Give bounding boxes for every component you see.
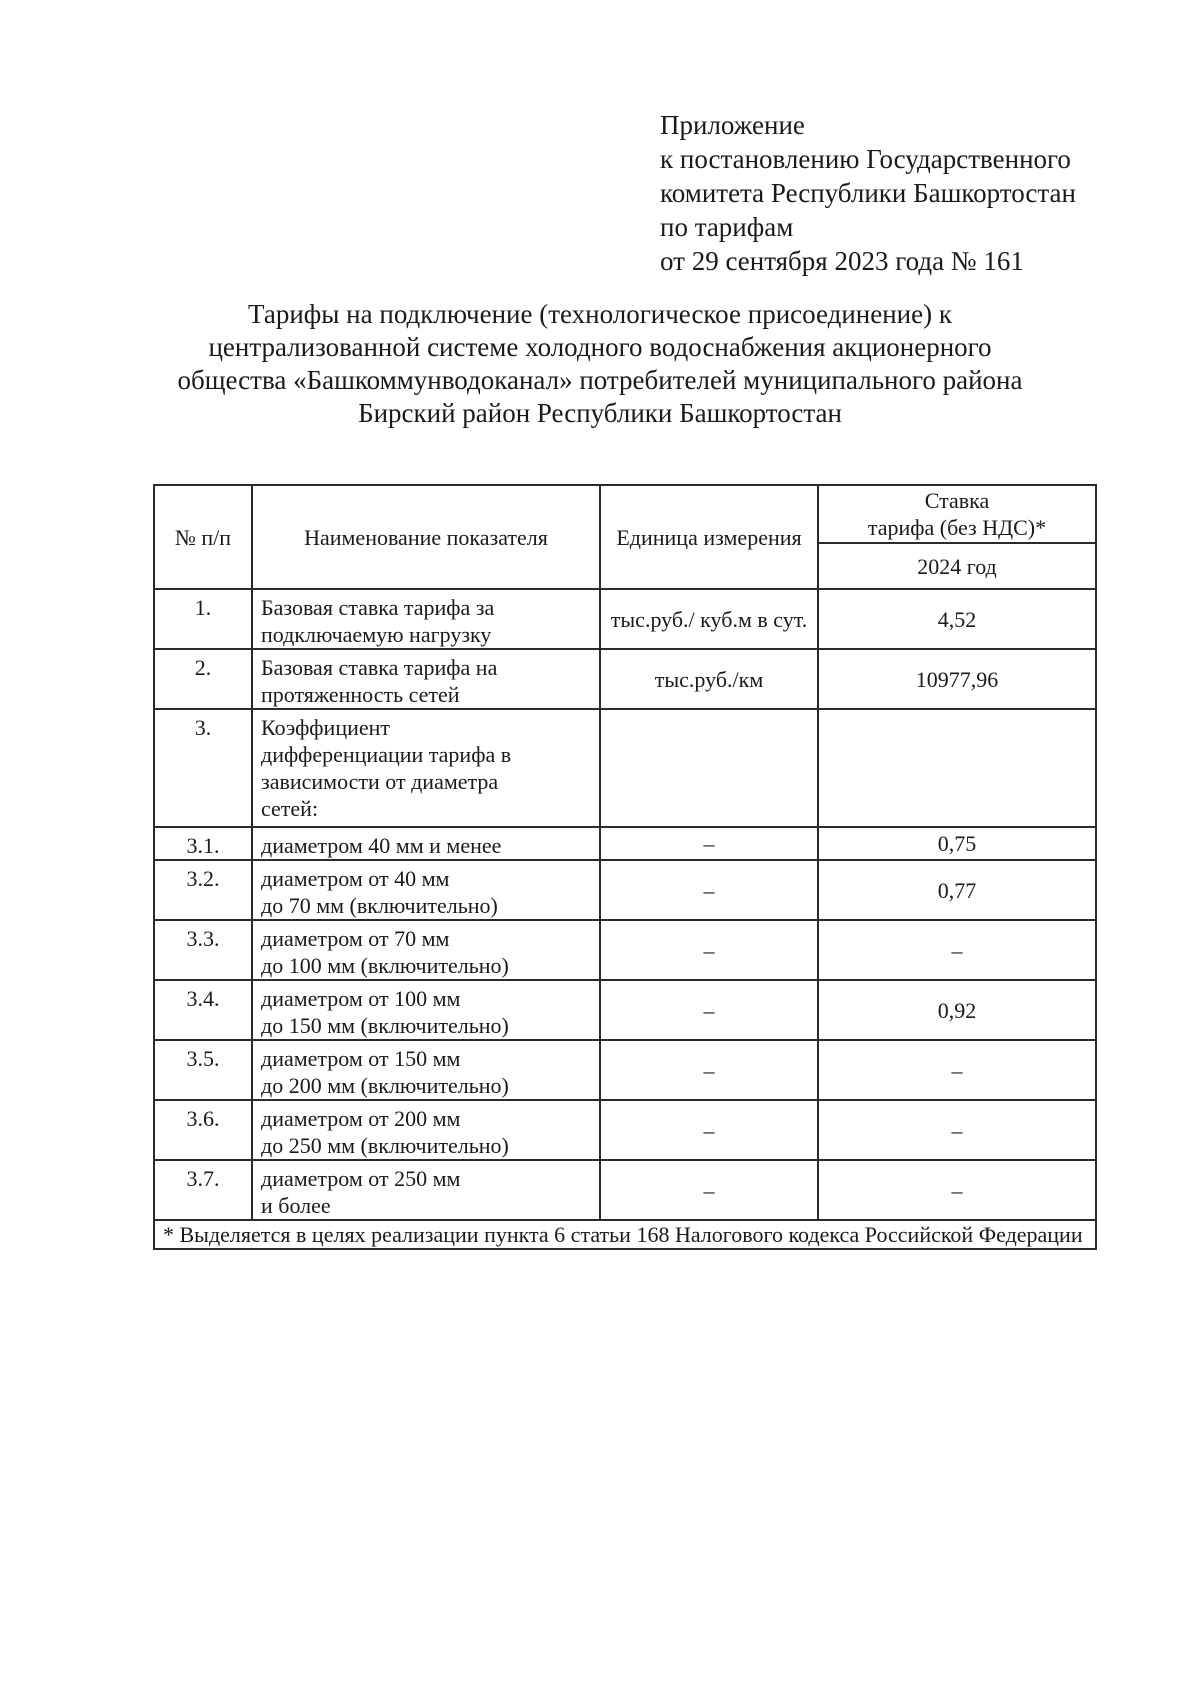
- footnote: * Выделяется в целях реализации пункта 6 статьи 168 Налогового кодекса Российской Федерации: [154, 1220, 1096, 1249]
- cell-name-line: диаметром от 70 мм: [261, 926, 450, 951]
- cell-value: –: [818, 1040, 1096, 1100]
- cell-name-line: диаметром от 100 мм: [261, 986, 461, 1011]
- table-row: [154, 920, 1096, 980]
- cell-name-line: диаметром от 40 мм: [261, 866, 450, 891]
- table-row: [154, 980, 1096, 1040]
- title-line: Бирский район Республики Башкортостан: [358, 398, 842, 428]
- cell-num: 3.5.: [154, 1040, 252, 1100]
- cell-num: 3.: [154, 709, 252, 827]
- header-year: 2024 год: [818, 543, 1096, 589]
- cell-name-line: сетей:: [261, 796, 319, 821]
- cell-name-line: до 200 мм (включительно): [261, 1073, 509, 1098]
- cell-name-line: дифференциации тарифа в: [261, 742, 512, 767]
- appendix-line: Приложение: [660, 110, 805, 140]
- cell-unit: –: [600, 920, 818, 980]
- title-line: Тарифы на подключение (технологическое присоединение) к: [248, 299, 952, 329]
- cell-num: 3.6.: [154, 1100, 252, 1160]
- title-line: централизованной системе холодного водоснабжения акционерного: [208, 332, 992, 362]
- header-name: Наименование показателя: [252, 485, 600, 589]
- cell-unit: тыс.руб./ куб.м в сут.: [600, 589, 818, 649]
- appendix-block: [660, 108, 1180, 278]
- table-row: [154, 709, 1096, 827]
- cell-value: [818, 709, 1096, 827]
- cell-value: –: [818, 1100, 1096, 1160]
- cell-unit: –: [600, 980, 818, 1040]
- cell-name: [252, 709, 600, 827]
- header-unit: Единица измерения: [600, 485, 818, 589]
- cell-name: [252, 920, 600, 980]
- footnote-row: [154, 1220, 1096, 1249]
- header-num: № п/п: [154, 485, 252, 589]
- cell-num: 3.7.: [154, 1160, 252, 1220]
- cell-value: 10977,96: [818, 649, 1096, 709]
- cell-name-line: Базовая ставка тарифа на: [261, 655, 498, 680]
- cell-name-line: Коэффициент: [261, 715, 391, 740]
- cell-unit: –: [600, 1100, 818, 1160]
- cell-num: 3.2.: [154, 860, 252, 920]
- cell-name: [252, 1160, 600, 1220]
- cell-unit: тыс.руб./км: [600, 649, 818, 709]
- cell-value: 0,75: [818, 827, 1096, 860]
- table-row: [154, 649, 1096, 709]
- tariff-table: [153, 484, 1097, 1250]
- cell-name-line: подключаемую нагрузку: [261, 622, 492, 647]
- table-row: [154, 1040, 1096, 1100]
- cell-name-line: до 150 мм (включительно): [261, 1013, 509, 1038]
- appendix-line: комитета Республики Башкортостан: [660, 178, 1076, 208]
- title-line: общества «Башкоммунводоканал» потребителей муниципального района: [177, 365, 1023, 395]
- cell-num: 3.1.: [154, 827, 252, 860]
- cell-name-line: Базовая ставка тарифа за: [261, 595, 495, 620]
- header-rate: [818, 485, 1096, 543]
- cell-name-line: и более: [261, 1193, 331, 1218]
- cell-name-line: диаметром 40 мм и менее: [261, 833, 502, 858]
- header-rate-line: тарифа (без НДС)*: [867, 515, 1047, 540]
- cell-name: [252, 589, 600, 649]
- cell-unit: –: [600, 827, 818, 860]
- cell-value: 0,77: [818, 860, 1096, 920]
- cell-unit: [600, 709, 818, 827]
- appendix-line: по тарифам: [660, 212, 794, 242]
- cell-name: [252, 1040, 600, 1100]
- cell-name-line: до 100 мм (включительно): [261, 953, 509, 978]
- cell-unit: –: [600, 1040, 818, 1100]
- table-row: [154, 1100, 1096, 1160]
- cell-num: 3.3.: [154, 920, 252, 980]
- table-row: [154, 589, 1096, 649]
- cell-name: [252, 827, 600, 860]
- table-row: [154, 860, 1096, 920]
- cell-name-line: диаметром от 200 мм: [261, 1106, 461, 1131]
- cell-name: [252, 1100, 600, 1160]
- document-title: [150, 298, 1050, 430]
- cell-unit: –: [600, 860, 818, 920]
- cell-name-line: до 70 мм (включительно): [261, 893, 498, 918]
- cell-name-line: до 250 мм (включительно): [261, 1133, 509, 1158]
- cell-num: 2.: [154, 649, 252, 709]
- cell-name-line: диаметром от 150 мм: [261, 1046, 461, 1071]
- cell-name: [252, 860, 600, 920]
- cell-name-line: протяженность сетей: [261, 682, 460, 707]
- appendix-line: от 29 сентября 2023 года № 161: [660, 246, 1024, 276]
- cell-unit: –: [600, 1160, 818, 1220]
- cell-num: 1.: [154, 589, 252, 649]
- cell-name-line: зависимости от диаметра: [261, 769, 499, 794]
- table-row: [154, 827, 1096, 860]
- cell-name: [252, 649, 600, 709]
- cell-value: –: [818, 920, 1096, 980]
- table-header-row: [154, 485, 1096, 543]
- appendix-line: к постановлению Государственного: [660, 144, 1071, 174]
- cell-name-line: диаметром от 250 мм: [261, 1166, 461, 1191]
- cell-name: [252, 980, 600, 1040]
- cell-num: 3.4.: [154, 980, 252, 1040]
- cell-value: –: [818, 1160, 1096, 1220]
- header-rate-line: Ставка: [924, 488, 990, 513]
- cell-value: 0,92: [818, 980, 1096, 1040]
- table-row: [154, 1160, 1096, 1220]
- cell-value: 4,52: [818, 589, 1096, 649]
